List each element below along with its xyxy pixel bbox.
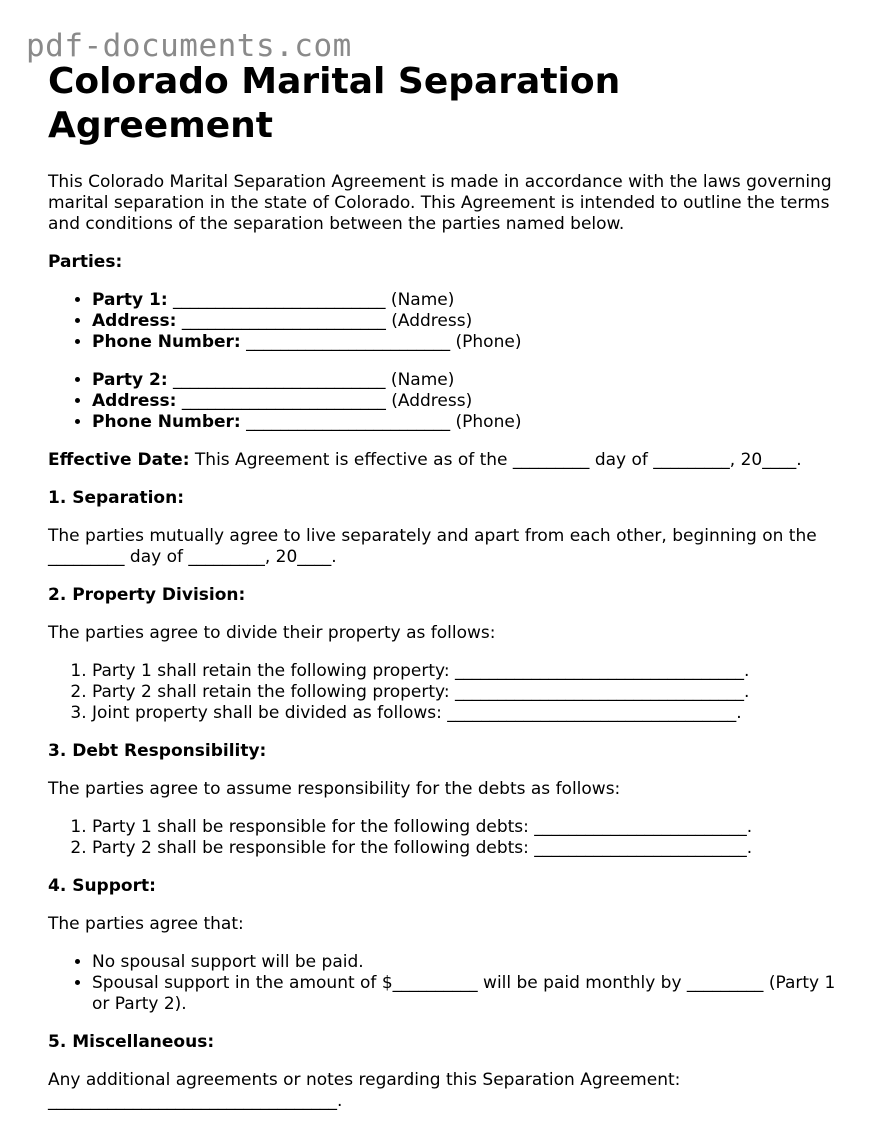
- misc-heading: 5. Miscellaneous:: [48, 1032, 215, 1052]
- page-title: Colorado Marital Separation Agreement: [48, 61, 621, 146]
- list-item: 1. Party 1 shall retain the following property: __________________________________.: [92, 661, 848, 682]
- list-item: • Spousal support in the amount of $__________ will be paid monthly by _________ (Party 1 or Party 2).: [92, 973, 848, 1015]
- separation-text: The parties mutually agree to live separately and apart from each other, beginning on the _________ day of _________, 20____.: [48, 526, 817, 567]
- support-text: The parties agree that:: [48, 914, 244, 934]
- party1-list: [48, 290, 848, 353]
- list-item: • No spousal support will be paid.: [92, 952, 848, 973]
- field-label: Phone Number:: [92, 412, 241, 432]
- effective-date-text: This Agreement is effective as of the _________ day of _________, 20____.: [189, 450, 802, 470]
- field-label: Phone Number:: [92, 332, 241, 352]
- party1-phone-item: [92, 332, 848, 353]
- party2-list: [48, 370, 848, 433]
- party2-name-item: [92, 370, 848, 391]
- field-label: Party 1:: [92, 290, 168, 310]
- field-label: Address:: [92, 391, 177, 411]
- parties-heading: Parties:: [48, 252, 123, 272]
- debt-heading: 3. Debt Responsibility:: [48, 741, 267, 761]
- debt-list: [48, 817, 848, 859]
- field-blank: _________________________ (Name): [167, 370, 455, 390]
- intro-paragraph: This Colorado Marital Separation Agreement is made in accordance with the laws governing marital separation in the state of Colorado. This Agreement is intended to outline the terms and conditions of the separation between the parties named below.: [48, 172, 832, 234]
- property-list: [48, 661, 848, 724]
- party1-name-item: [92, 290, 848, 311]
- separation-heading: 1. Separation:: [48, 488, 185, 508]
- property-heading: 2. Property Division:: [48, 585, 246, 605]
- effective-date-label: Effective Date:: [48, 450, 190, 470]
- field-blank: _________________________ (Name): [167, 290, 455, 310]
- field-blank: ________________________ (Address): [176, 391, 473, 411]
- field-blank: ________________________ (Address): [176, 311, 473, 331]
- support-list: [48, 952, 848, 1015]
- support-heading: 4. Support:: [48, 876, 156, 896]
- misc-text: Any additional agreements or notes regarding this Separation Agreement: __________________________________.: [48, 1070, 681, 1111]
- party2-address-item: [92, 391, 848, 412]
- field-blank: ________________________ (Phone): [240, 412, 522, 432]
- debt-text: The parties agree to assume responsibility for the debts as follows:: [48, 779, 621, 799]
- list-item: 1. Party 1 shall be responsible for the following debts: _________________________.: [92, 817, 848, 838]
- list-item: 2. Party 2 shall be responsible for the following debts: _________________________.: [92, 838, 848, 859]
- document-page: [48, 60, 848, 1129]
- effective-date: [48, 450, 848, 471]
- list-item: 2. Party 2 shall retain the following property: __________________________________.: [92, 682, 848, 703]
- party2-phone-item: [92, 412, 848, 433]
- field-label: Party 2:: [92, 370, 168, 390]
- property-text: The parties agree to divide their property as follows:: [48, 623, 496, 643]
- list-item: 3. Joint property shall be divided as follows: __________________________________.: [92, 703, 848, 724]
- field-blank: ________________________ (Phone): [240, 332, 522, 352]
- watermark: pdf-documents.com: [26, 28, 352, 64]
- field-label: Address:: [92, 311, 177, 331]
- party1-address-item: [92, 311, 848, 332]
